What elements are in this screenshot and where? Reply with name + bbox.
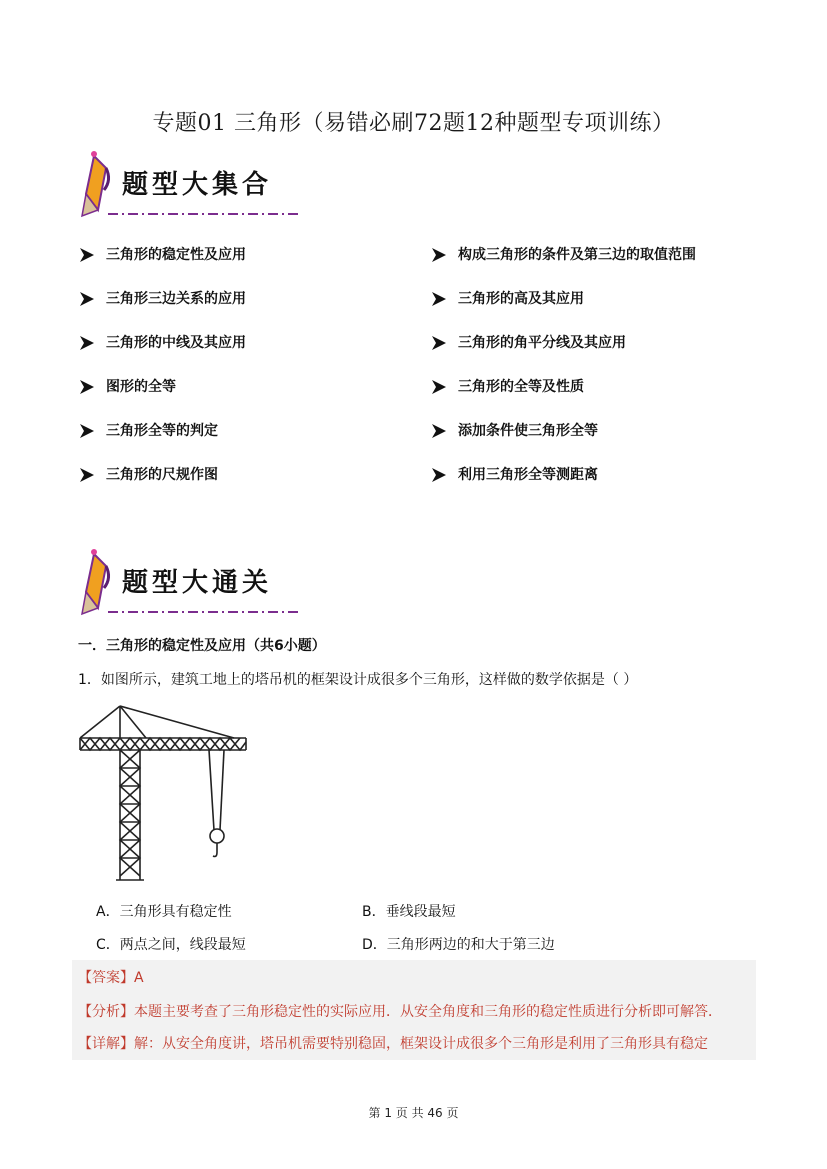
arrow-bullet-icon xyxy=(430,466,450,484)
list-item: 三角形全等的判定 xyxy=(78,420,218,440)
list-item: 三角形的全等及性质 xyxy=(430,376,584,396)
arrow-bullet-icon xyxy=(430,246,450,264)
option-a: A．三角形具有稳定性 xyxy=(96,904,232,920)
arrow-bullet-icon xyxy=(78,334,98,352)
option-d: D．三角形两边的和大于第三边 xyxy=(362,937,555,953)
arrow-bullet-icon xyxy=(430,378,450,396)
option-c: C．两点之间，线段最短 xyxy=(96,937,246,953)
list-item: 利用三角形全等测距离 xyxy=(430,464,598,484)
answer-line: 【答案】A xyxy=(78,970,144,986)
section-heading: 一．三角形的稳定性及应用（共6小题） xyxy=(78,638,326,654)
tower-crane-figure xyxy=(76,702,252,888)
page-footer: 第 1 页 共 46 页 xyxy=(368,1106,459,1120)
list-item: 三角形的稳定性及应用 xyxy=(78,244,246,264)
arrow-bullet-icon xyxy=(78,246,98,264)
arrow-bullet-icon xyxy=(78,422,98,440)
arrow-bullet-icon xyxy=(78,466,98,484)
banner-title: 题型大集合 xyxy=(122,170,273,200)
list-item: 三角形的中线及其应用 xyxy=(78,332,246,352)
list-item: 构成三角形的条件及第三边的取值范围 xyxy=(430,244,696,264)
detail-line: 【详解】解：从安全角度讲，塔吊机需要特别稳固，框架设计成很多个三角形是利用了三角形具有稳定 xyxy=(78,1036,708,1052)
list-item: 三角形的尺规作图 xyxy=(78,464,218,484)
list-item: 三角形的高及其应用 xyxy=(430,288,584,308)
page-title: 专题01 三角形（易错必刷72题12种题型专项训练） xyxy=(152,111,675,136)
question-text: 1．如图所示，建筑工地上的塔吊机的框架设计成很多个三角形，这样做的数学依据是（ ） xyxy=(78,672,638,688)
list-item: 三角形的角平分线及其应用 xyxy=(430,332,626,352)
list-item: 三角形三边关系的应用 xyxy=(78,288,246,308)
arrow-bullet-icon xyxy=(430,422,450,440)
section-banner-practice xyxy=(78,548,308,618)
arrow-bullet-icon xyxy=(78,290,98,308)
arrow-bullet-icon xyxy=(430,290,450,308)
list-item: 图形的全等 xyxy=(78,376,176,396)
section-banner-types xyxy=(78,150,308,220)
list-item: 添加条件使三角形全等 xyxy=(430,420,598,440)
arrow-bullet-icon xyxy=(430,334,450,352)
analysis-line: 【分析】本题主要考查了三角形稳定性的实际应用．从安全角度和三角形的稳定性质进行分析即可解答． xyxy=(78,1004,722,1020)
banner-title: 题型大通关 xyxy=(122,568,273,598)
arrow-bullet-icon xyxy=(78,378,98,396)
option-b: B．垂线段最短 xyxy=(362,904,456,920)
